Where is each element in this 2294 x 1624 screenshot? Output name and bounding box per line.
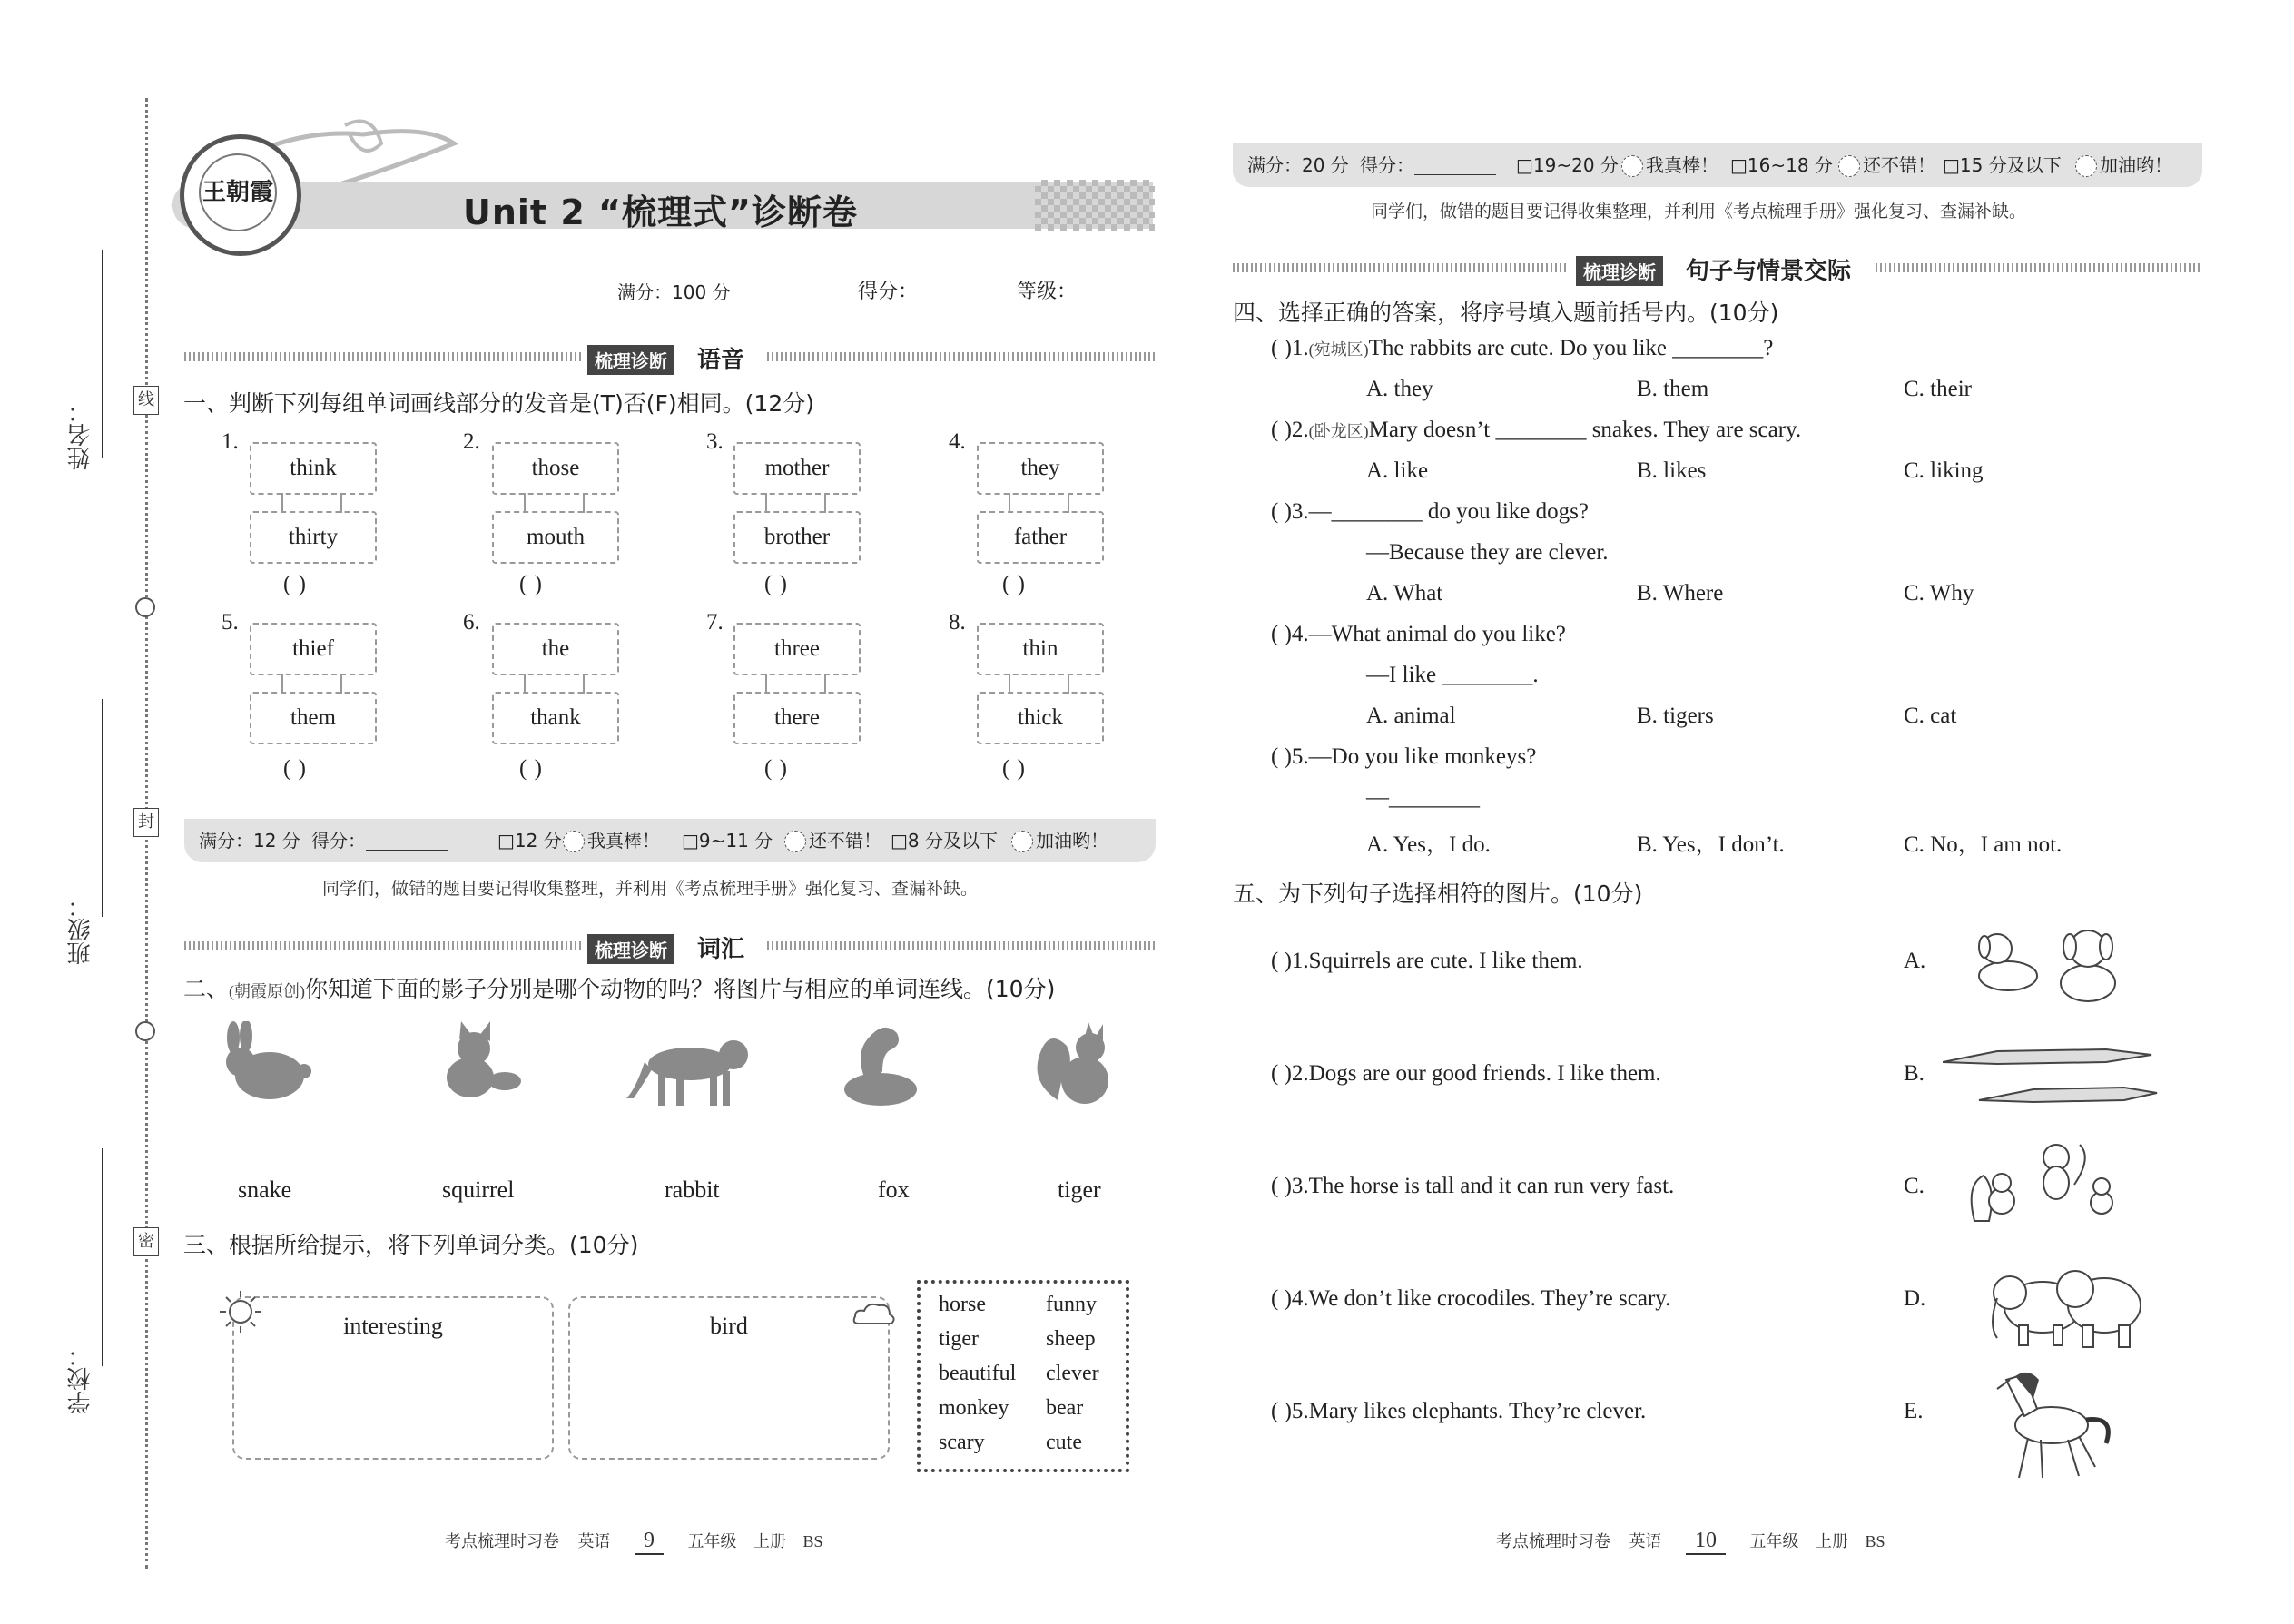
q4-title: 四、选择正确的答案，将序号填入题前括号内。(10分) <box>1233 300 1779 326</box>
q4-item-4 <box>1271 622 1566 647</box>
footer-book: 考点梳理时习卷 <box>1496 1532 1610 1550</box>
score-level-b-text: 还不错！ <box>1863 154 1935 176</box>
score-level-b[interactable]: □9~11 分 <box>682 830 773 851</box>
section-divider <box>767 941 1157 950</box>
section-divider <box>1233 263 1569 272</box>
q4-answer-paren[interactable]: ( )1. <box>1271 336 1309 360</box>
q4-question: The rabbits are cute. Do you like ________? <box>1368 336 1774 360</box>
footer-subject: 英语 <box>1629 1532 1662 1550</box>
q3-title: 三、根据所给提示，将下列单词分类。(10分) <box>183 1232 639 1258</box>
school-label: 学校： <box>67 1343 94 1414</box>
q4-option[interactable]: A. What <box>1366 581 1443 605</box>
q1-word: thirty <box>250 511 377 564</box>
q1-answer-paren[interactable]: ( ) <box>1002 756 1026 781</box>
q1-answer-paren[interactable]: ( ) <box>283 572 307 596</box>
name-blank[interactable] <box>102 250 103 458</box>
full-score: 满分：100 分 <box>617 281 731 303</box>
q1-word: thin <box>977 623 1104 675</box>
q1-word: thick <box>977 692 1104 744</box>
horse-picture <box>1988 1362 2124 1489</box>
q4-item-1 <box>1271 336 1773 361</box>
smiley-icon <box>563 831 585 852</box>
cloud-icon <box>852 1298 897 1329</box>
animal-word-snake[interactable]: snake <box>238 1176 292 1203</box>
q4-item-5 <box>1271 744 1536 770</box>
q4-answer-paren[interactable]: ( )2. <box>1271 418 1309 442</box>
q5-sentence: Squirrels are cute. I like them. <box>1308 949 1583 973</box>
word-bank-item: sheep <box>1046 1327 1096 1351</box>
q4-source: (宛城区) <box>1308 340 1369 359</box>
footer-grade: 五年级 <box>687 1532 737 1550</box>
brand-logo <box>180 134 301 256</box>
animal-word-squirrel[interactable]: squirrel <box>442 1176 515 1203</box>
q1-word: mouth <box>492 511 619 564</box>
section-tag: 梳理诊断 <box>1576 256 1663 286</box>
q1-num: 1. <box>222 429 239 454</box>
q4-option[interactable]: B. Yes，I don’t. <box>1637 832 1785 857</box>
word-bank-item: cute <box>1046 1431 1082 1454</box>
word-bank-item: monkey <box>939 1396 1009 1420</box>
q1-num: 5. <box>222 610 239 635</box>
q1-word: thank <box>492 692 619 744</box>
q4-option[interactable]: A. like <box>1366 458 1429 483</box>
q5-item <box>1271 949 1583 974</box>
box-connector <box>1009 493 1010 513</box>
q4-option[interactable]: C. cat <box>1904 704 1957 728</box>
box-connector <box>340 674 342 694</box>
score-bar-right <box>1233 143 2202 187</box>
class-label: 班级： <box>67 894 94 965</box>
q4-option[interactable]: C. their <box>1904 377 1972 401</box>
q1-answer-paren[interactable]: ( ) <box>519 756 543 781</box>
score-level-b[interactable]: □16~18 分 <box>1730 154 1833 176</box>
q1-num: 4. <box>949 429 966 454</box>
q1-word: father <box>977 511 1104 564</box>
name-label: 姓名： <box>67 399 94 470</box>
q2-source: (朝霞原创) <box>229 982 306 1000</box>
footer-left <box>445 1529 823 1555</box>
score-full: 满分：20 分 <box>1247 154 1349 176</box>
q1-word: they <box>977 442 1104 495</box>
section-divider <box>1876 263 2202 272</box>
score-level-c[interactable]: □15 分及以下 <box>1943 154 2062 176</box>
word-bank-item: horse <box>939 1293 986 1316</box>
footer-book: 考点梳理时习卷 <box>445 1532 559 1550</box>
q4-option[interactable]: B. them <box>1637 377 1709 401</box>
q1-answer-paren[interactable]: ( ) <box>519 572 543 596</box>
box-connector <box>1068 674 1069 694</box>
section-tag: 梳理诊断 <box>587 345 674 375</box>
q2-prefix: 二、 <box>183 976 230 1002</box>
q1-num: 2. <box>463 429 480 454</box>
section-title-dialogue: 句子与情景交际 <box>1686 258 1852 285</box>
q5-answer-paren[interactable]: ( )2. <box>1271 1061 1309 1086</box>
q1-answer-paren[interactable]: ( ) <box>764 572 788 596</box>
q4-source: (卧龙区) <box>1308 422 1369 440</box>
binding-char-feng: 封 <box>133 808 159 837</box>
q1-num: 7. <box>706 610 724 635</box>
dogs-picture <box>1961 921 2142 1012</box>
school-blank[interactable] <box>102 1148 103 1366</box>
footer-grade: 五年级 <box>1749 1532 1799 1550</box>
word-bank-item: beautiful <box>939 1362 1017 1385</box>
score-label: 得分： <box>311 830 366 851</box>
q1-num: 3. <box>706 429 724 454</box>
q5-sentence: Mary likes elephants. They’re clever. <box>1308 1399 1647 1423</box>
crocodiles-picture <box>1943 1035 2161 1117</box>
q5-item <box>1271 1286 1670 1312</box>
page-title: Unit 2 “梳理式”诊断卷 <box>463 192 858 232</box>
q4-option[interactable]: A. Yes，I do. <box>1366 832 1491 857</box>
q4-option[interactable]: C. No，I am not. <box>1904 832 2063 857</box>
q4-answer-paren[interactable]: ( )4. <box>1271 622 1309 646</box>
q5-item <box>1271 1174 1674 1199</box>
q5-sentence: Dogs are our good friends. I like them. <box>1308 1061 1661 1086</box>
category-box-interesting[interactable] <box>232 1296 554 1460</box>
tiger-silhouette[interactable] <box>626 1026 753 1107</box>
box-connector <box>281 493 283 513</box>
q5-item <box>1271 1061 1661 1087</box>
elephants-picture <box>1988 1262 2151 1353</box>
binding-ring-icon <box>135 1021 155 1041</box>
category-title: interesting <box>343 1313 443 1339</box>
q4-answer-paren[interactable]: ( )3. <box>1271 499 1309 524</box>
score-level-a[interactable]: □12 分 <box>497 830 562 851</box>
q4-item-3 <box>1271 499 1589 525</box>
box-connector <box>824 493 826 513</box>
word-bank-item: funny <box>1046 1293 1097 1316</box>
score-level-b-text: 还不错！ <box>809 830 881 851</box>
q2-title: 你知道下面的影子分别是哪个动物的吗？将图片与相应的单词连线。(10分) <box>305 976 1056 1002</box>
score-blank[interactable] <box>366 850 448 851</box>
section-tag: 梳理诊断 <box>587 934 674 964</box>
rabbit-silhouette[interactable] <box>213 1021 313 1103</box>
section-title-pronunciation: 语音 <box>697 347 745 374</box>
footer-volume: 上册 <box>1816 1532 1848 1550</box>
box-connector <box>583 493 585 513</box>
box-connector <box>524 674 526 694</box>
snake-silhouette[interactable] <box>842 1019 924 1109</box>
box-connector <box>340 493 342 513</box>
footer-edition: BS <box>802 1532 823 1550</box>
score-level-c-text: 加油哟！ <box>1036 830 1108 851</box>
q1-answer-paren[interactable]: ( ) <box>764 756 788 781</box>
score-level-a-text: 我真棒！ <box>1646 154 1718 176</box>
smiley-icon <box>784 831 806 852</box>
q1-title: 一、判断下列每组单词画线部分的发音是(T)否(F)相同。(12分) <box>183 390 814 417</box>
category-title: bird <box>710 1313 748 1339</box>
q5-picture-letter: C. <box>1904 1174 1925 1198</box>
box-connector <box>524 493 526 513</box>
q1-answer-paren[interactable]: ( ) <box>1002 572 1026 596</box>
q4-option[interactable]: B. tigers <box>1637 704 1714 728</box>
smiley-icon <box>1838 155 1860 177</box>
q4-question: Mary doesn’t ________ snakes. They are scary. <box>1368 418 1802 442</box>
q1-word: there <box>733 692 861 744</box>
review-note: 同学们，做错的题目要记得收集整理，并利用《考点梳理手册》强化复习、查漏补缺。 <box>322 880 979 899</box>
q4-option[interactable]: A. animal <box>1366 704 1456 728</box>
box-connector <box>1068 493 1069 513</box>
box-connector <box>824 674 826 694</box>
box-connector <box>281 674 283 694</box>
q5-answer-paren[interactable]: ( )3. <box>1271 1174 1309 1198</box>
score-full: 满分：12 分 <box>199 830 300 851</box>
q1-word: brother <box>733 511 861 564</box>
smiley-icon <box>2075 155 2097 177</box>
footer-right <box>1496 1529 1885 1555</box>
squirrels-picture <box>1965 1130 2129 1239</box>
q1-word: three <box>733 623 861 675</box>
box-connector <box>765 674 767 694</box>
score-label: 得分： <box>1360 154 1414 176</box>
score-level-c[interactable]: □8 分及以下 <box>891 830 998 851</box>
page-number: 10 <box>1686 1529 1726 1555</box>
q2-title-row <box>183 971 1055 1004</box>
q1-word: those <box>492 442 619 495</box>
score-blank[interactable] <box>1414 174 1496 175</box>
q5-sentence: The horse is tall and it can run very fast. <box>1308 1174 1675 1198</box>
q4-answer-paren[interactable]: ( )5. <box>1271 744 1309 769</box>
word-bank-item: tiger <box>939 1327 979 1351</box>
q5-answer-paren[interactable]: ( )5. <box>1271 1399 1309 1423</box>
squirrel-silhouette[interactable] <box>1030 1019 1121 1109</box>
animal-word-tiger[interactable]: tiger <box>1058 1176 1101 1203</box>
q5-picture-letter: E. <box>1904 1399 1924 1423</box>
q5-picture-letter: D. <box>1904 1286 1926 1311</box>
logo-text: 王朝霞 <box>199 153 277 231</box>
q5-answer-paren[interactable]: ( )4. <box>1271 1286 1309 1311</box>
q1-word: think <box>250 442 377 495</box>
review-note: 同学们，做错的题目要记得收集整理，并利用《考点梳理手册》强化复习、查漏补缺。 <box>1371 202 2027 221</box>
q5-title: 五、为下列句子选择相符的图片。(10分) <box>1233 881 1643 907</box>
q4-option[interactable]: B. likes <box>1637 458 1707 483</box>
q4-dialogue-line: —Because they are clever. <box>1366 540 1609 565</box>
title-checker-pattern <box>1035 180 1155 231</box>
animal-word-rabbit[interactable]: rabbit <box>665 1176 720 1203</box>
section-divider <box>184 352 584 361</box>
q4-question: —________ do you like dogs? <box>1308 499 1589 524</box>
score-level-a[interactable]: □19~20 分 <box>1516 154 1619 176</box>
footer-subject: 英语 <box>577 1532 611 1550</box>
q4-question: —What animal do you like? <box>1308 622 1566 646</box>
box-connector <box>765 493 767 513</box>
q4-option[interactable]: C. liking <box>1904 458 1984 483</box>
grade-label: 等级： <box>1017 281 1078 303</box>
q4-option[interactable]: A. they <box>1366 377 1433 401</box>
q4-item-2 <box>1271 418 1801 443</box>
q5-item <box>1271 1399 1646 1424</box>
score-level-c-text: 加油哟！ <box>2100 154 2172 176</box>
smiley-icon <box>1621 155 1643 177</box>
word-bank-item: bear <box>1046 1396 1084 1420</box>
word-bank <box>917 1280 1129 1472</box>
score-level-a-text: 我真棒！ <box>587 830 660 851</box>
q1-word: them <box>250 692 377 744</box>
q5-picture-letter: A. <box>1904 949 1926 973</box>
q4-option[interactable]: C. Why <box>1904 581 1974 605</box>
score-bar-left <box>184 819 1156 862</box>
section-divider <box>184 941 584 950</box>
q1-word: thief <box>250 623 377 675</box>
q4-option[interactable]: B. Where <box>1637 581 1724 605</box>
category-box-bird[interactable] <box>568 1296 890 1460</box>
binding-char-mi: 密 <box>133 1227 159 1256</box>
smiley-icon <box>1011 831 1033 852</box>
footer-edition: BS <box>1865 1532 1885 1550</box>
q1-word: mother <box>733 442 861 495</box>
q4-dialogue-line: —________ <box>1366 785 1480 810</box>
sun-icon <box>218 1289 263 1334</box>
q5-picture-letter: B. <box>1904 1061 1925 1086</box>
animal-word-fox[interactable]: fox <box>878 1176 910 1203</box>
q5-answer-paren[interactable]: ( )1. <box>1271 949 1309 973</box>
word-bank-item: scary <box>939 1431 985 1454</box>
section-title-vocabulary: 词汇 <box>697 936 745 963</box>
page-number: 9 <box>635 1529 664 1555</box>
footer-volume: 上册 <box>753 1532 786 1550</box>
binding-char-xian: 线 <box>133 386 159 415</box>
score-label: 得分： <box>858 281 919 303</box>
q1-num: 8. <box>949 610 966 635</box>
q1-num: 6. <box>463 610 480 635</box>
q4-question: —Do you like monkeys? <box>1308 744 1537 769</box>
class-blank[interactable] <box>102 699 103 917</box>
q5-sentence: We don’t like crocodiles. They’re scary. <box>1308 1286 1671 1311</box>
box-connector <box>583 674 585 694</box>
q4-dialogue-line: —I like ________. <box>1366 663 1539 687</box>
word-bank-item: clever <box>1046 1362 1099 1385</box>
q1-word: the <box>492 623 619 675</box>
fox-silhouette[interactable] <box>434 1021 525 1103</box>
box-connector <box>1009 674 1010 694</box>
binding-ring-icon <box>135 597 155 617</box>
section-divider <box>767 352 1157 361</box>
q1-answer-paren[interactable]: ( ) <box>283 756 307 781</box>
